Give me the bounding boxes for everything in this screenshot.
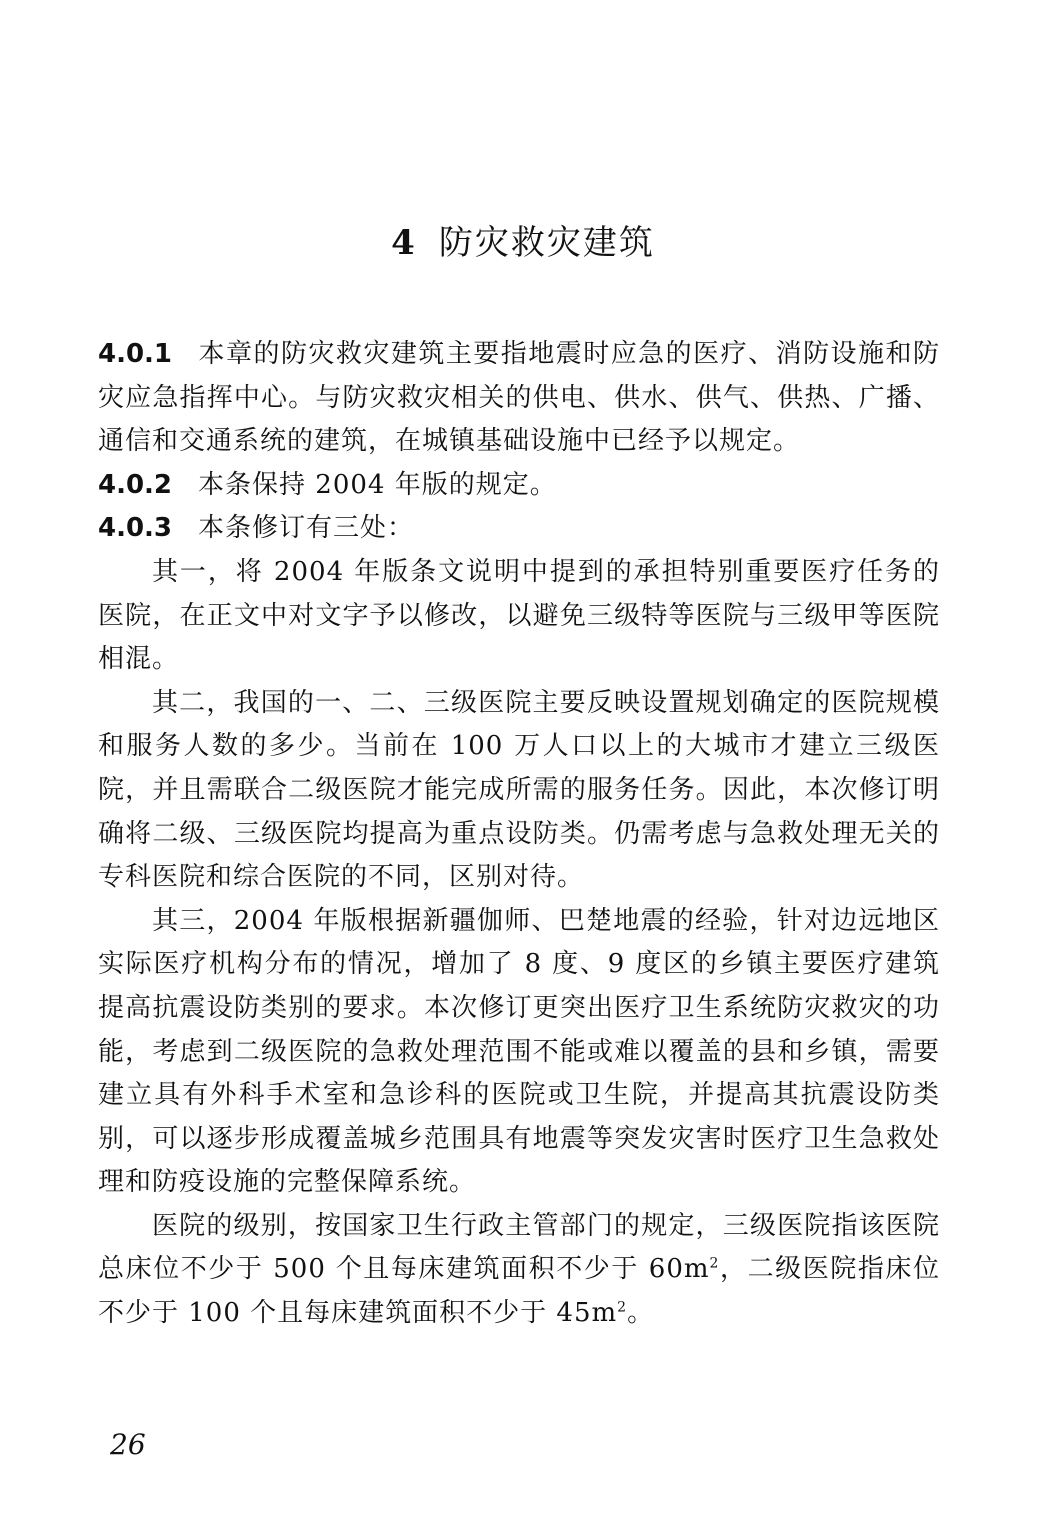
paragraph-second: 其二，我国的一、二、三级医院主要反映设置规划确定的医院规模和服务人数的多少。当前在 100 万人口以上的大城市才建立三级医院，并且需联合二级医院才能完成所需的服务任务。因此，本次修订明确将二级、三级医院均提高为重点设防类。仍需考虑与急救处理无关的专科医院和综合医院的不同，区别对待。 (98, 687, 940, 893)
page-number: 26 (110, 1428, 146, 1461)
clause-number: 4.0.1 (98, 339, 173, 369)
clause-number: 4.0.2 (98, 469, 173, 500)
paragraph-third: 其三，2004 年版根据新疆伽师、巴楚地震的经验，针对边远地区实际医疗机构分布的情况，增加了 8 度、9 度区的乡镇主要医疗建筑提高抗震设防类别的要求。本次修订更突出医疗卫生系统防灾救灾的功能，考虑到二级医院的急救处理范围不能或难以覆盖的县和乡镇，需要建立具有外科手术室和急诊科的医院或卫生院，并提高其抗震设防类别，可以逐步形成覆盖城乡范围具有地震等突发灾害时医疗卫生急救处理和防疫设施的完整保障系统。 (98, 905, 940, 1198)
clause-text: 本条保持 2004 年版的规定。 (198, 469, 557, 500)
paragraph-first: 其一，将 2004 年版条文说明中提到的承担特别重要医疗任务的医院，在正文中对文字予以修改，以避免三级特等医院与三级甲等医院相混。 (98, 556, 940, 675)
hospital-levels-text-3: 。 (627, 1298, 655, 1329)
clause-4-0-3 (98, 507, 940, 551)
superscript-2: 2 (617, 1299, 628, 1316)
clause-text: 本条修订有三处： (198, 513, 415, 544)
chapter-number: 4 (391, 223, 417, 263)
hospital-levels-text-1: 医院的级别，按国家卫生行政主管部门的规定，三级医院指该医院总床位不少于 500 个且每床建筑面积不少于 60m (98, 1210, 940, 1285)
chapter-title (0, 218, 1046, 268)
clause-4-0-2 (98, 464, 940, 508)
hospital-levels-text-2: ，二级医院指床位不少于 100 个且每床建筑面积不少于 45m (98, 1254, 940, 1329)
body-text (98, 333, 940, 1336)
superscript-2: 2 (709, 1255, 720, 1272)
paragraph-hospital-levels (98, 1205, 940, 1336)
chapter-title-text: 防灾救灾建筑 (438, 223, 655, 263)
clause-number: 4.0.3 (98, 513, 173, 544)
clause-4-0-1 (98, 333, 940, 464)
clause-text: 本章的防灾救灾建筑主要指地震时应急的医疗、消防设施和防灾应急指挥中心。与防灾救灾相关的供电、供水、供气、供热、广播、通信和交通系统的建筑，在城镇基础设施中已经予以规定。 (98, 339, 940, 457)
